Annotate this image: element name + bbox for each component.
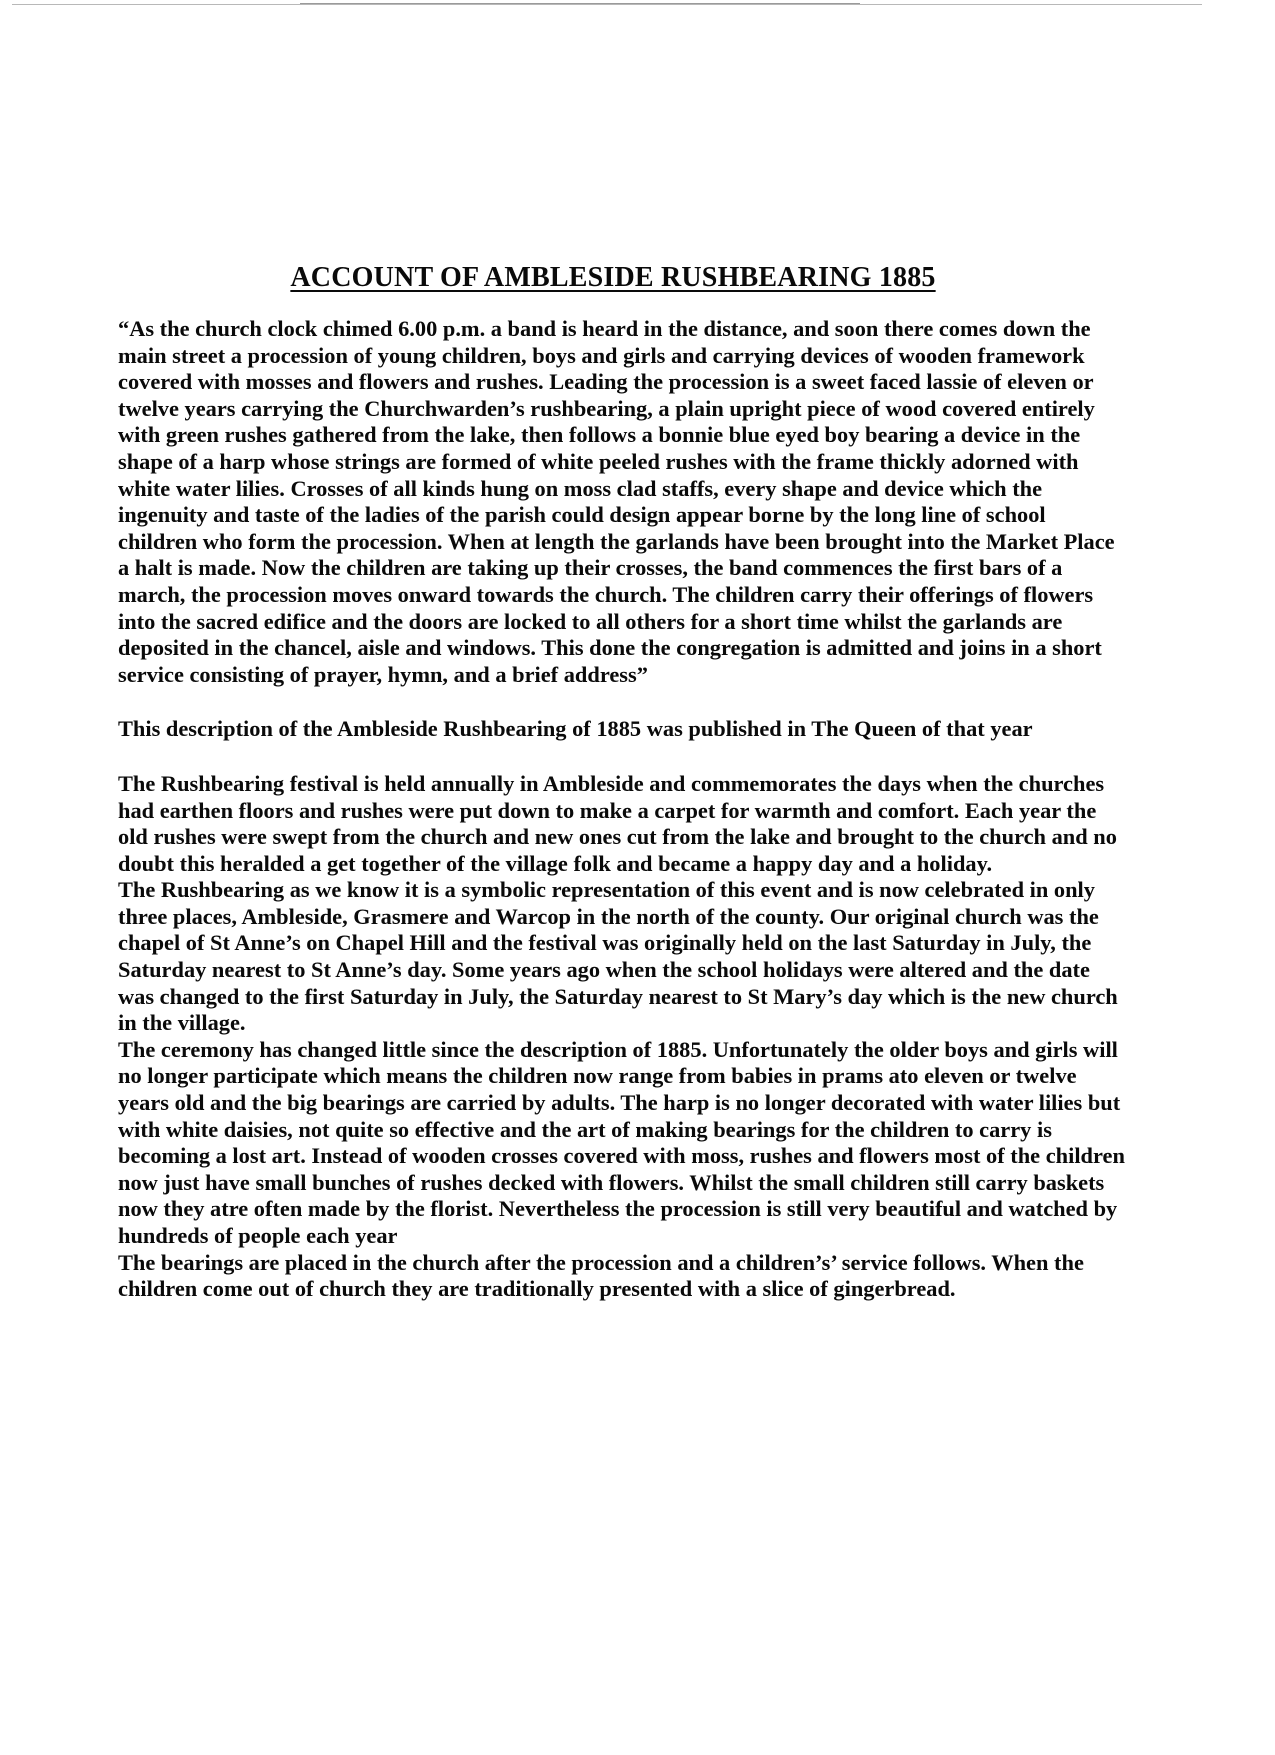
symbolic-representation-paragraph: The Rushbearing as we know it is a symbolic representation of this event and is now celebrated in only three places, Ambleside, Grasmere and Warcop in the north of the county. Our original church was the chapel of St Anne’s on Chapel Hill and the festival was originally held on the last Saturday in July, the Saturday nearest to St Anne’s day. Some years ago when the school holidays were altered and the date was changed to the first Saturday in July, the Saturday nearest to St Mary’s day which is the new church in the village. [118,877,1118,1036]
festival-history-paragraph: The Rushbearing festival is held annually in Ambleside and commemorates the days when the churches had earthen floors and rushes were put down to make a carpet for warmth and comfort. Each year the old rushes were swept from the church and new ones cut from the lake and brought to the church and no doubt this heralded a get together of the village folk and became a happy day and a holiday. [118,770,1117,876]
document-title: ACCOUNT OF AMBLESIDE RUSHBEARING 1885 [290,262,936,293]
ceremony-changes-paragraph: The ceremony has changed little since the description of 1885. Unfortunately the older boys and girls will no longer participate which means the children now range from babies in prams ato eleven or twelve years old and the big bearings are carried by adults. The harp is no longer decorated with water lilies but with white daisies, not quite so effective and the art of making bearings for the children to carry is becoming a lost art. Instead of wooden crosses covered with moss, rushes and flowers most of the children now just have small bunches of rushes decked with flowers. Whilst the small children still carry baskets now they atre often made by the florist. Nevertheless the procession is still very beautiful and watched by hundreds of people each year [118,1036,1125,1248]
service-gingerbread-paragraph: The bearings are placed in the church after the procession and a children’s’ service follows. When the children come out of church they are traditionally presented with a slice of gingerbread. [118,1249,1084,1302]
quoted-account-paragraph: “As the church clock chimed 6.00 p.m. a band is heard in the distance, and soon there comes down the main street a procession of young children, boys and girls and carrying devices of wooden framework covered with mosses and flowers and rushes. Leading the procession is a sweet faced lassie of eleven or twelve years carrying the Churchwarden’s rushbearing, a plain upright piece of wood covered entirely with green rushes gathered from the lake, then follows a bonnie blue eyed boy bearing a device in the shape of a harp whose strings are formed of white peeled rushes with the frame thickly adorned with white water lilies. Crosses of all kinds hung on moss clad staffs, every shape and device which the ingenuity and taste of the ladies of the parish could design appear borne by the long line of school children who form the procession. When at length the garlands have been brought into the Market Place a halt is made. Now the children are taking up their crosses, the band commences the first bars of a march, the procession moves onward towards the church. The children carry their offerings of flowers into the sacred edifice and the doors are locked to all others for a short time whilst the garlands are deposited in the chancel, aisle and windows. This done the congregation is admitted and joins in a short service consisting of prayer, hymn, and a brief address” [118,316,1115,687]
document-page [118,262,1128,1303]
paragraph-gap [118,688,1128,716]
scan-edge-line [12,4,1202,5]
source-note-paragraph: This description of the Ambleside Rushbearing of 1885 was published in The Queen of that year [118,716,1033,742]
paragraph-gap [118,743,1128,771]
scan-edge-line-dark [300,3,860,4]
